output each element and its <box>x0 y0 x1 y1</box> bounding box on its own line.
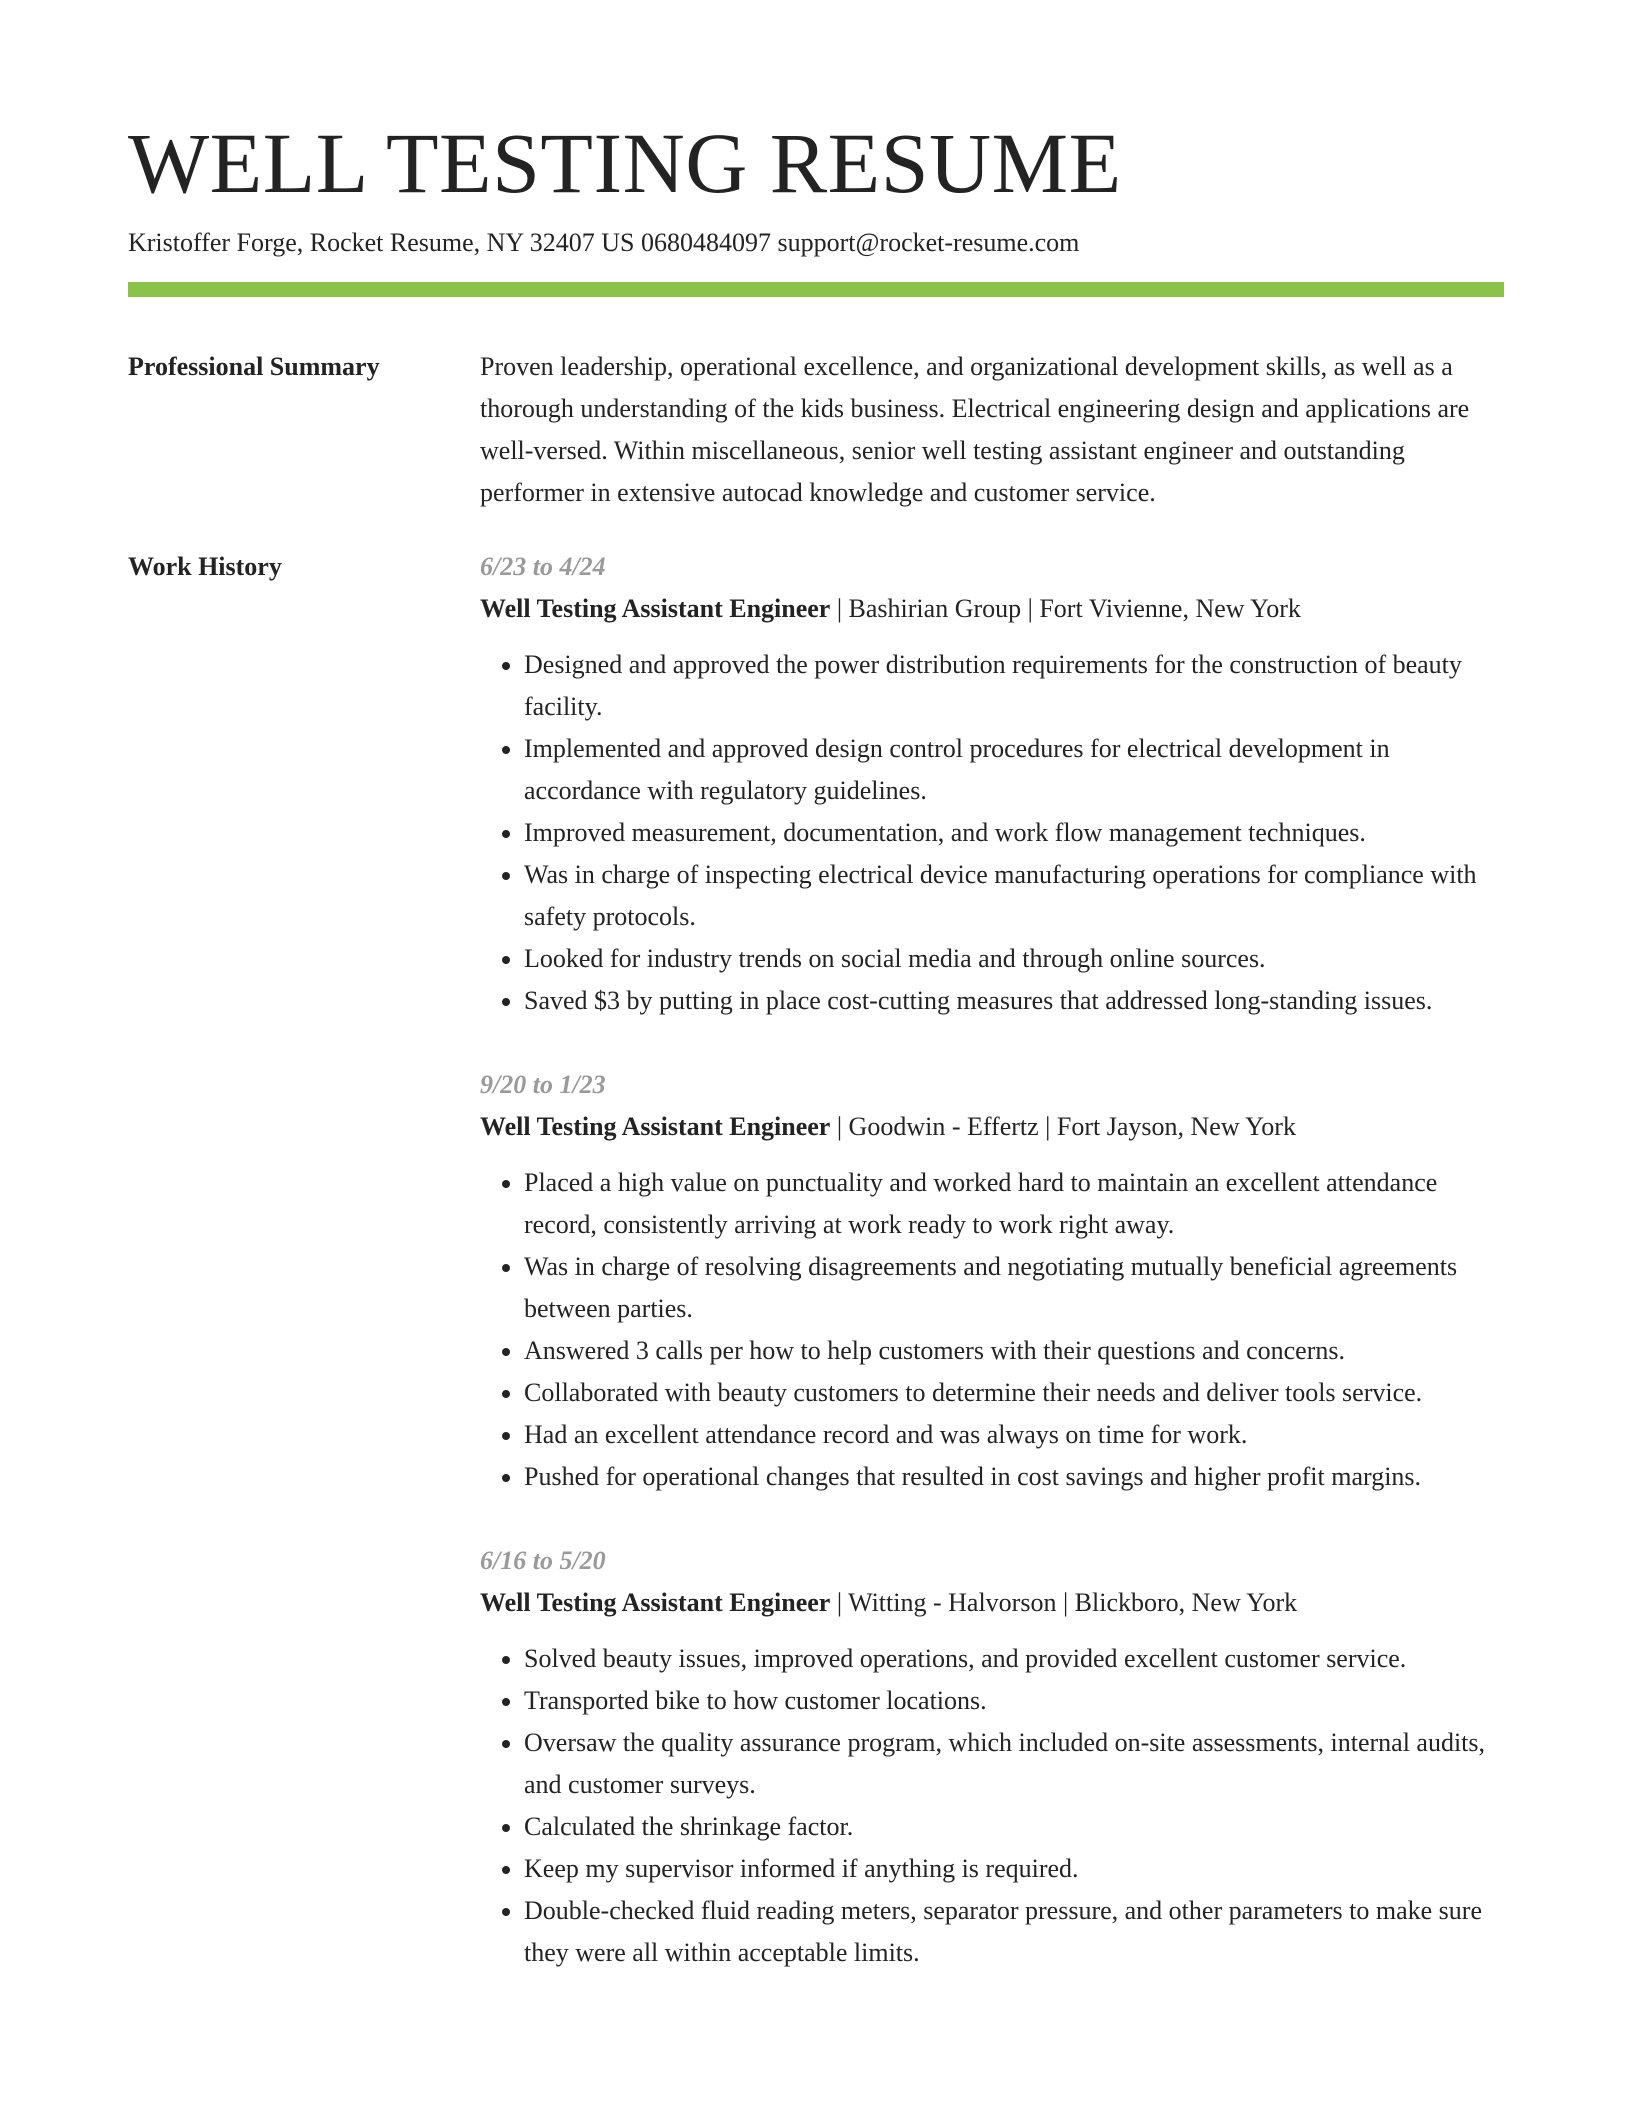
job-details: | Witting - Halvorson | Blickboro, New York <box>830 1588 1298 1618</box>
job-details: | Goodwin - Effertz | Fort Jayson, New York <box>830 1112 1296 1142</box>
job-bullet: • Looked for industry trends on social media and through online sources. <box>524 938 1504 980</box>
professional-summary-label: Professional Summary <box>128 352 380 382</box>
job-bullet-list <box>480 1162 1504 1498</box>
job-bullet: • Collaborated with beauty customers to determine their needs and deliver tools service. <box>524 1372 1504 1414</box>
job-header <box>480 1582 1504 1624</box>
job-title: Well Testing Assistant Engineer <box>480 1588 831 1618</box>
job-dates: 9/20 to 1/23 <box>480 1070 606 1100</box>
header-accent-rule <box>128 282 1504 297</box>
job-bullet: • Was in charge of inspecting electrical device manufacturing operations for compliance with safety protocols. <box>524 854 1504 938</box>
job-dates: 6/23 to 4/24 <box>480 552 606 582</box>
work-history-body <box>480 546 1504 2016</box>
job-bullet: • Double-checked fluid reading meters, separator pressure, and other parameters to make sure they were all within acceptable limits. <box>524 1890 1504 1974</box>
professional-summary-body <box>480 346 1504 514</box>
job-bullet: • Keep my supervisor informed if anything is required. <box>524 1848 1504 1890</box>
work-history-label: Work History <box>128 552 282 582</box>
job-bullet: • Was in charge of resolving disagreements and negotiating mutually beneficial agreements between parties. <box>524 1246 1504 1330</box>
job-bullet: • Calculated the shrinkage factor. <box>524 1806 1504 1848</box>
job-bullet: • Saved $3 by putting in place cost-cutting measures that addressed long-standing issues. <box>524 980 1504 1022</box>
job-bullet: • Pushed for operational changes that resulted in cost savings and higher profit margins. <box>524 1456 1504 1498</box>
professional-summary-section <box>128 346 1504 514</box>
job-title: Well Testing Assistant Engineer <box>480 594 831 624</box>
job-bullet: • Improved measurement, documentation, and work flow management techniques. <box>524 812 1504 854</box>
job-bullet: • Implemented and approved design control procedures for electrical development in accordance with regulatory guidelines. <box>524 728 1504 812</box>
contact-line: Kristoffer Forge, Rocket Resume, NY 32407 US 0680484097 support@rocket-resume.com <box>128 228 1080 258</box>
job-bullet-list <box>480 1638 1504 1974</box>
job-entry <box>480 546 1504 1022</box>
job-bullet: • Oversaw the quality assurance program, which included on-site assessments, internal audits, and customer surveys. <box>524 1722 1504 1806</box>
resume-title: WELL TESTING RESUME <box>128 115 1122 211</box>
job-entry <box>480 1064 1504 1498</box>
job-details: | Bashirian Group | Fort Vivienne, New York <box>830 594 1301 624</box>
professional-summary-text: Proven leadership, operational excellence, and organizational development skills, as well as a thorough understanding of the kids business. Electrical engineering design and applications are well-versed. Within miscellaneous, senior well testing assistant engineer and outstanding performer in extensive autocad knowledge and customer service. <box>480 352 1470 508</box>
job-bullet: • Placed a high value on punctuality and worked hard to maintain an excellent attendance record, consistently arriving at work ready to work right away. <box>524 1162 1504 1246</box>
job-entry <box>480 1540 1504 1974</box>
job-bullet: • Transported bike to how customer locations. <box>524 1680 1504 1722</box>
job-bullet: • Answered 3 calls per how to help customers with their questions and concerns. <box>524 1330 1504 1372</box>
job-header <box>480 588 1504 630</box>
job-title: Well Testing Assistant Engineer <box>480 1112 831 1142</box>
job-header <box>480 1106 1504 1148</box>
job-bullet: • Solved beauty issues, improved operations, and provided excellent customer service. <box>524 1638 1504 1680</box>
work-history-section <box>128 546 1504 2016</box>
job-bullet-list <box>480 644 1504 1022</box>
job-dates: 6/16 to 5/20 <box>480 1546 606 1576</box>
job-bullet: • Designed and approved the power distribution requirements for the construction of beauty facility. <box>524 644 1504 728</box>
job-bullet: • Had an excellent attendance record and was always on time for work. <box>524 1414 1504 1456</box>
